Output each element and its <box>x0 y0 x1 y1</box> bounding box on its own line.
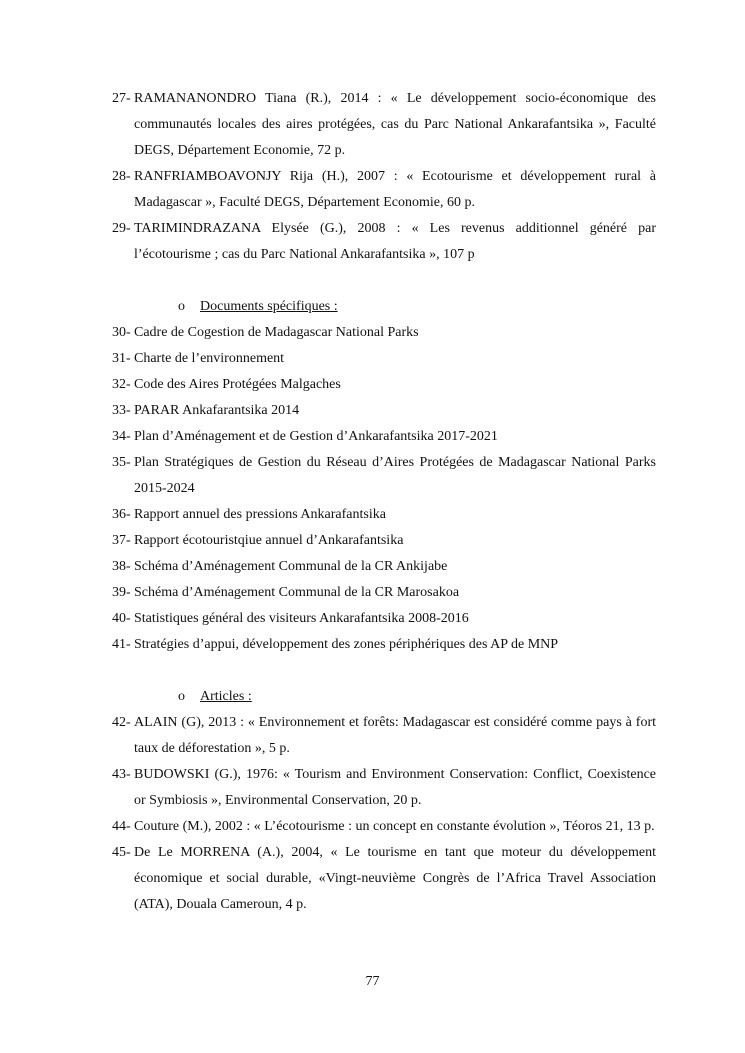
reference-number: 41- <box>112 637 131 652</box>
reference-text: Schéma d’Aménagement Communal de la CR Ankijabe <box>134 559 448 574</box>
reference-entry <box>112 710 656 762</box>
reference-entry <box>112 320 656 346</box>
reference-number: 44- <box>112 819 131 834</box>
page-number: 77 <box>365 974 380 989</box>
reference-number: 37- <box>112 533 131 548</box>
reference-entry <box>112 372 656 398</box>
reference-number: 35- <box>112 455 131 470</box>
reference-number: 45- <box>112 845 131 860</box>
reference-entry <box>112 450 656 502</box>
reference-entry <box>112 632 656 658</box>
reference-entry <box>112 528 656 554</box>
bullet-icon: o <box>178 299 185 314</box>
reference-entry <box>112 814 656 840</box>
reference-text: Plan Stratégiques de Gestion du Réseau d’Aires Protégées de Madagascar National Parks 2015-2024 <box>134 455 656 496</box>
reference-number: 32- <box>112 377 131 392</box>
reference-entry <box>112 606 656 632</box>
reference-entry <box>112 502 656 528</box>
reference-number: 39- <box>112 585 131 600</box>
reference-text: Charte de l’environnement <box>134 351 285 366</box>
reference-text: Rapport annuel des pressions Ankarafantsika <box>134 507 386 522</box>
reference-entry <box>112 216 656 268</box>
section-heading-documents <box>112 294 656 320</box>
reference-number: 38- <box>112 559 131 574</box>
section-heading-articles <box>112 684 656 710</box>
reference-entry <box>112 398 656 424</box>
reference-number: 31- <box>112 351 131 366</box>
reference-text: Code des Aires Protégées Malgaches <box>134 377 341 392</box>
reference-text: Rapport écotouristqiue annuel d’Ankarafantsika <box>134 533 404 548</box>
reference-number: 28- <box>112 169 131 184</box>
reference-text: ALAIN (G), 2013 : « Environnement et forêts: Madagascar est considéré comme pays à fort taux de déforestation », 5 p. <box>134 715 656 756</box>
reference-text: Schéma d’Aménagement Communal de la CR Marosakoa <box>134 585 460 600</box>
reference-text: Statistiques général des visiteurs Ankarafantsika 2008-2016 <box>134 611 469 626</box>
reference-entry <box>112 164 656 216</box>
reference-entry <box>112 762 656 814</box>
reference-number: 30- <box>112 325 131 340</box>
reference-text: Couture (M.), 2002 : « L’écotourisme : un concept en constante évolution », Téoros 21, 13 p. <box>134 819 655 834</box>
reference-number: 36- <box>112 507 131 522</box>
reference-entry <box>112 424 656 450</box>
reference-entry <box>112 554 656 580</box>
bullet-icon: o <box>178 689 185 704</box>
reference-text: RANFRIAMBOAVONJY Rija (H.), 2007 : « Ecotourisme et développement rural à Madagascar », Faculté DEGS, Département Economie, 60 p. <box>134 169 656 210</box>
reference-number: 29- <box>112 221 131 236</box>
reference-text: Plan d’Aménagement et de Gestion d’Ankarafantsika 2017-2021 <box>134 429 498 444</box>
reference-number: 42- <box>112 715 131 730</box>
reference-entry <box>112 346 656 372</box>
reference-number: 43- <box>112 767 131 782</box>
bibliography-page <box>112 86 656 918</box>
reference-text: BUDOWSKI (G.), 1976: « Tourism and Environment Conservation: Conflict, Coexistence or Symbiosis », Environmental Conservation, 20 p. <box>134 767 656 808</box>
reference-text: De Le MORRENA (A.), 2004, « Le tourisme en tant que moteur du développement économique et social durable, «Vingt-neuvième Congrès de l’Africa Travel Association (ATA), Douala Cameroun, 4 p. <box>134 845 656 912</box>
reference-entry <box>112 840 656 918</box>
reference-text: RAMANANONDRO Tiana (R.), 2014 : « Le développement socio-économique des communautés locales des aires protégées, cas du Parc National Ankarafantsika », Faculté DEGS, Département Economie, 72 p. <box>134 91 656 158</box>
reference-entry <box>112 86 656 164</box>
reference-text: Cadre de Cogestion de Madagascar National Parks <box>134 325 419 340</box>
section-title: Documents spécifiques : <box>200 299 338 314</box>
reference-number: 27- <box>112 91 131 106</box>
reference-number: 34- <box>112 429 131 444</box>
reference-text: TARIMINDRAZANA Elysée (G.), 2008 : « Les revenus additionnel généré par l’écotourisme ; cas du Parc National Ankarafantsika », 107 p <box>134 221 656 262</box>
reference-text: Stratégies d’appui, développement des zones périphériques des AP de MNP <box>134 637 559 652</box>
section-title: Articles : <box>200 689 252 704</box>
reference-entry <box>112 580 656 606</box>
reference-number: 40- <box>112 611 131 626</box>
reference-number: 33- <box>112 403 131 418</box>
reference-text: PARAR Ankafarantsika 2014 <box>134 403 300 418</box>
